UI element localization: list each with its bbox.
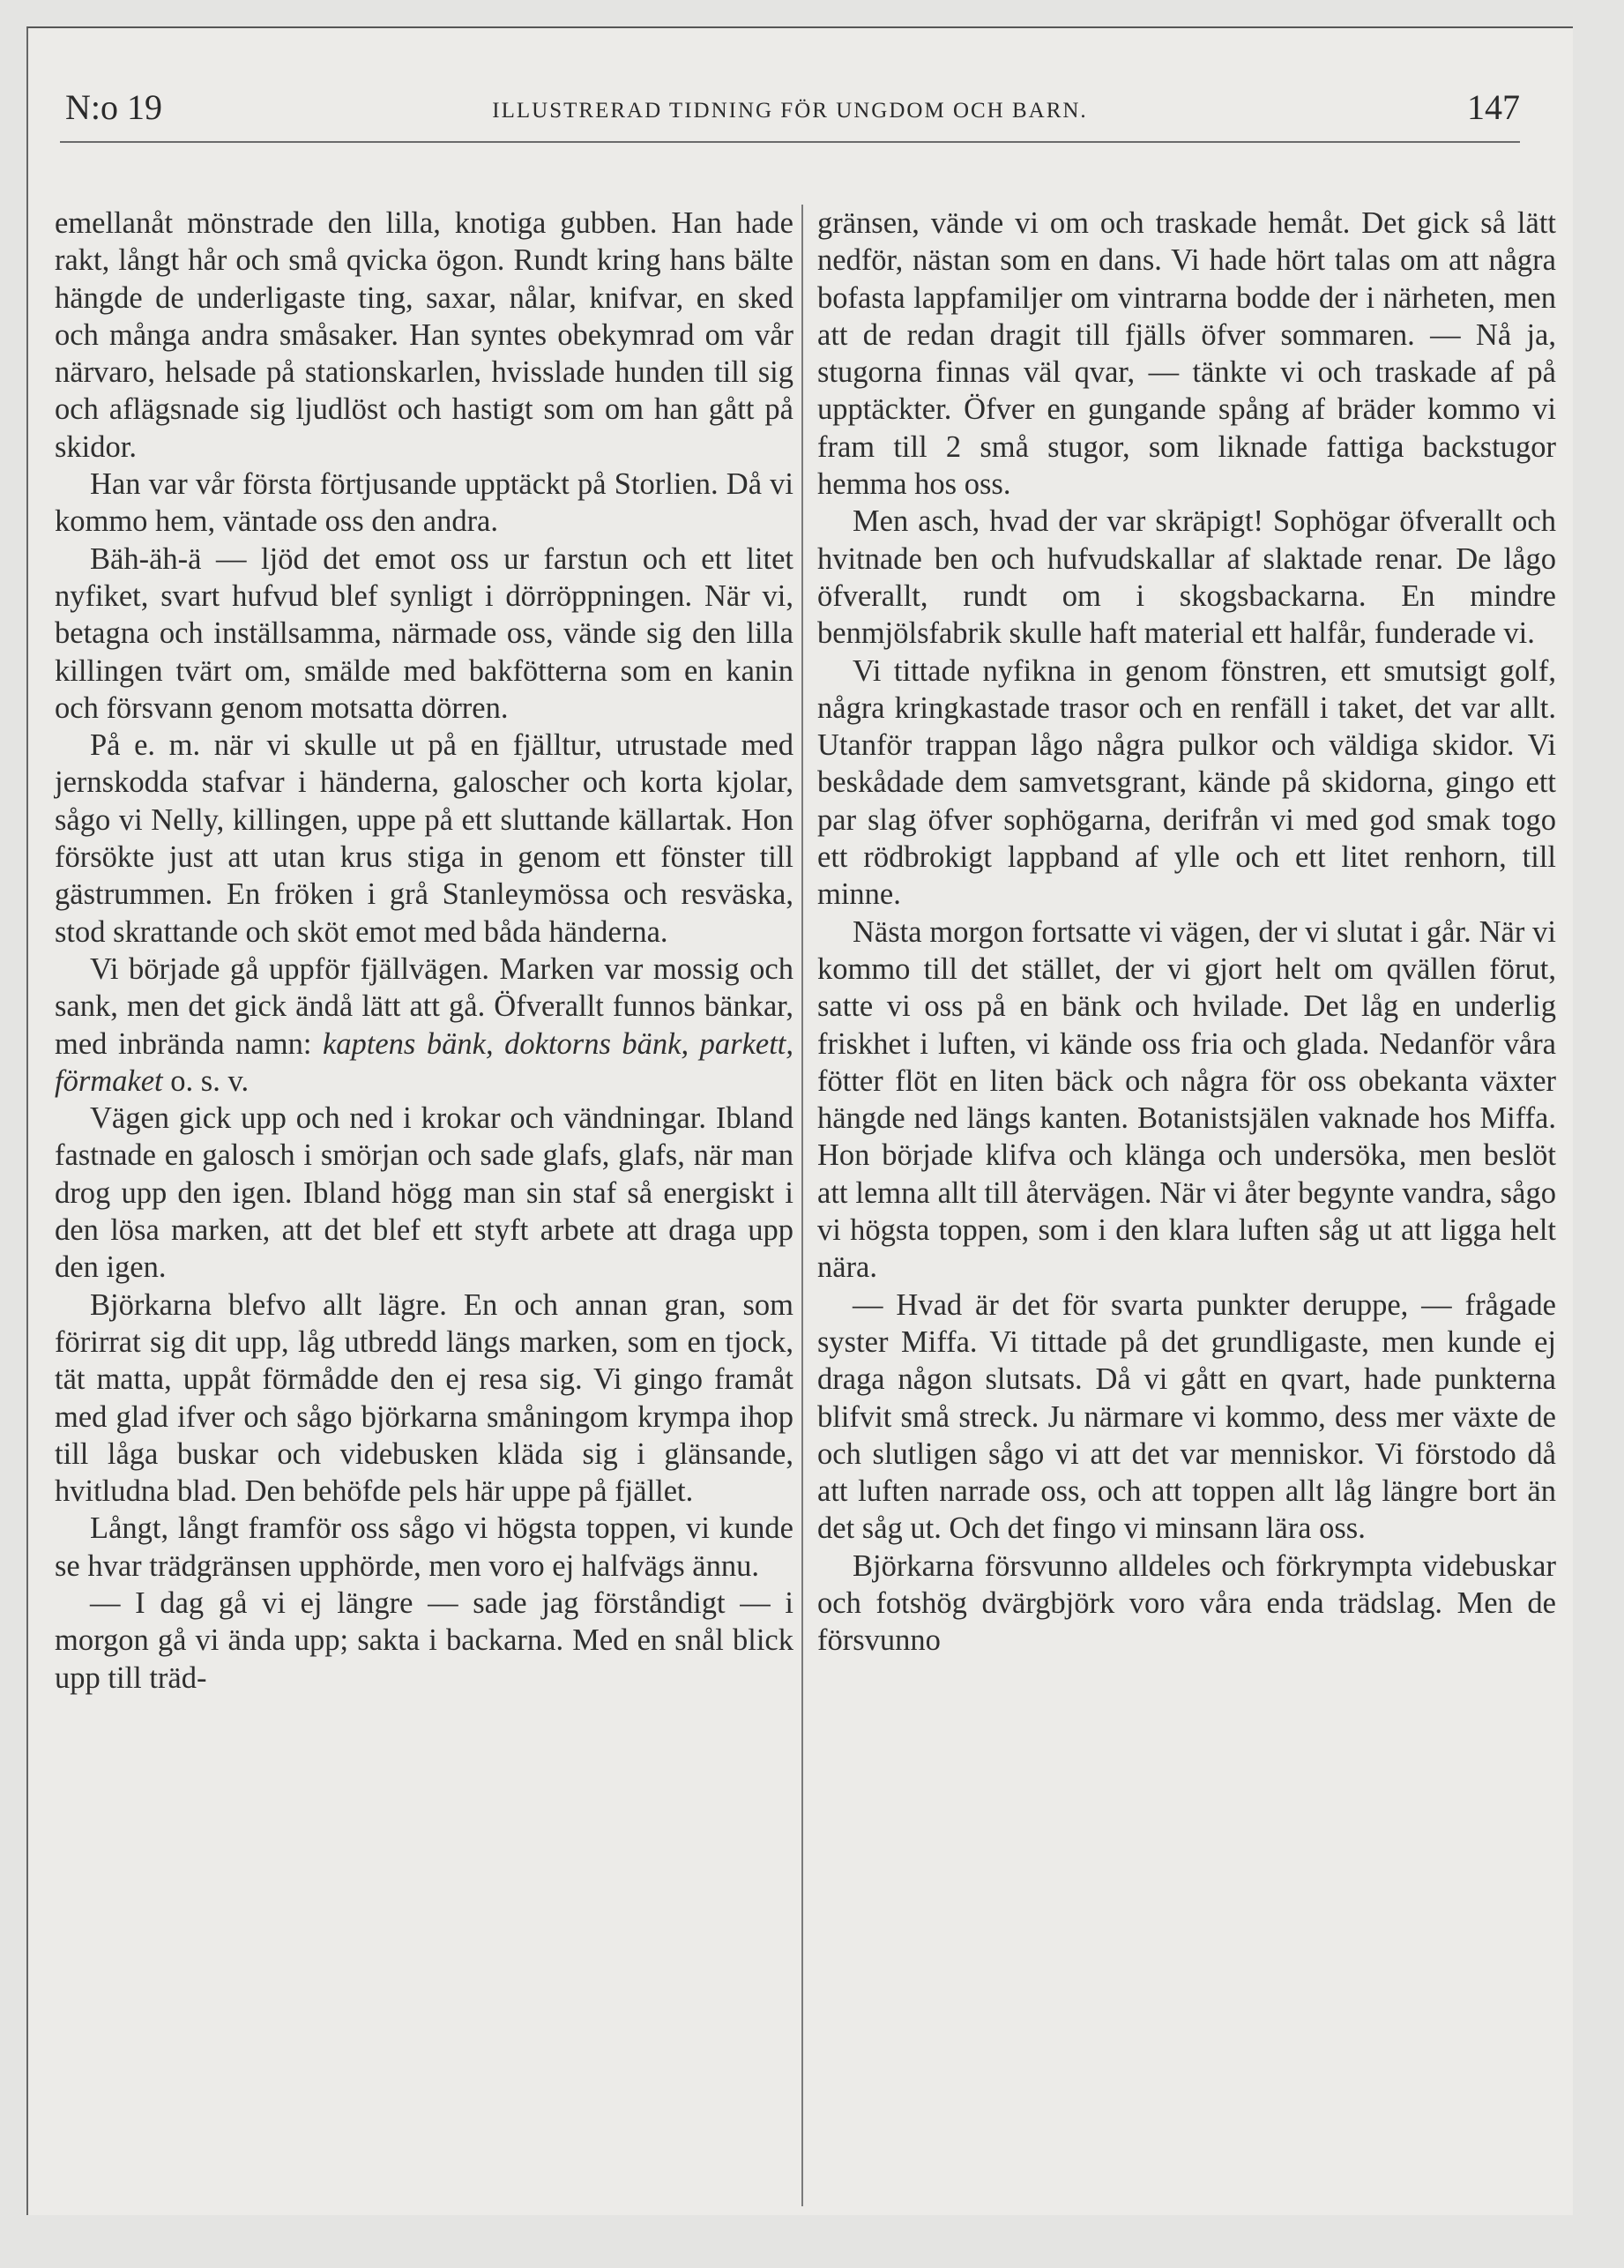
issue-number: N:o 19 bbox=[65, 87, 162, 127]
page-header bbox=[60, 62, 1520, 132]
paragraph: emellanåt mönstrade den lilla, knotiga gubben. Han hade rakt, långt hår och små qvicka ögon. Rundt kring hans bälte hängde de underligaste ting, saxar, nålar, knifvar, en sked och många andra småsaker. Han syntes obekymrad om vår närvaro, helsade på stationskarlen, hvisslade hunden till sig och aflägsnade sig ljudlöst och hastigt som om han gått på skidor. bbox=[55, 206, 793, 464]
paragraph: Bäh-äh-ä — ljöd det emot oss ur farstun och ett litet nyfiket, svart hufvud blef synligt i dörröppningen. När vi, betagna och inställsamma, närmade oss, vände sig den lilla killingen tvärt om, smälde med bakfötterna som en kanin och försvann genom motsatta dörren. bbox=[55, 541, 793, 725]
paragraph-text: Vi började gå uppför fjällvägen. Marken var mossig och sank, men det gick ändå lätt att gå. Öfverallt funnos bänkar, med inbrända namn: bbox=[55, 951, 793, 1061]
paragraph: — I dag gå vi ej längre — sade jag förståndigt — i morgon gå vi ända upp; sakta i backarna. Med en snål blick upp till träd- bbox=[55, 1585, 793, 1695]
paragraph: — Hvad är det för svarta punkter deruppe, — frågade syster Miffa. Vi tittade på det grundligaste, men kunde ej draga någon slutsats. Då vi gått en qvart, hade punkterna blifvit små streck. Ju närmare vi kommo, dess mer växte de och slutligen sågo vi att det var menniskor. Vi förstodo då att luften narrade oss, och att toppen allt låg längre bort än det såg ut. Och det fingo vi minsann lära oss. bbox=[817, 1287, 1556, 1546]
right-column bbox=[817, 205, 1556, 1660]
paragraph: Björkarna blefvo allt lägre. En och annan gran, som förirrat sig dit upp, låg utbredd längs marken, som en tjock, tät matta, uppåt förmådde den ej resa sig. Vi gingo framåt med glad ifver och sågo björkarna småningom krympa ihop till låga buskar och videbusken kläda sig i glänsande, hvitludna blad. Den behöfde pels här uppe på fjället. bbox=[55, 1287, 793, 1509]
paragraph: Vi tittade nyfikna in genom fönstren, ett smutsigt golf, några kringkastade trasor och en renfäll i taket, det var allt. Utanför trappan lågo några pulkor och väldiga skidor. Vi beskådade dem samvetsgrant, kände på skidorna, gingo ett par slag öfver sophögarna, derifrån vi med god smak togo ett rödbrokigt lappband af ylle och ett litet renhorn, till minne. bbox=[817, 653, 1556, 912]
paragraph: Långt, långt framför oss sågo vi högsta toppen, vi kunde se hvar trädgränsen upphörde, men voro ej halfvägs ännu. bbox=[55, 1511, 793, 1583]
paragraph: På e. m. när vi skulle ut på en fjälltur, utrustade med jernskodda stafvar i händerna, galoscher och korta kjolar, sågo vi Nelly, killingen, uppe på ett sluttande källartak. Hon försökte just att utan krus stiga in genom ett fönster till gästrummen. En fröken i grå Stanleymössa och resväska, stod skrattande och sköt emot med båda händerna. bbox=[55, 728, 793, 949]
paragraph: Nästa morgon fortsatte vi vägen, der vi slutat i går. När vi kommo till det stället, der vi gjort helt om qvällen förut, satte vi oss på en bänk och hvilade. Det låg en underlig friskhet i luften, vi kände oss fria och glada. Nedanför våra fötter flöt en liten bäck och några för oss obekanta växter hängde ned längs kanten. Botanistsjälen vaknade hos Miffa. Hon började klifva och klänga och undersöka, men beslöt att lemna allt till återvägen. När vi åter begynte vandra, sågo vi högsta toppen, som i den klara luften såg ut att ligga helt nära. bbox=[817, 914, 1556, 1285]
publication-title: ILLUSTRERAD TIDNING FÖR UNGDOM OCH BARN. bbox=[492, 99, 1088, 123]
bench-names-italic: kaptens bänk, doktorns bänk, parkett, förmaket bbox=[55, 1026, 793, 1098]
paragraph: Han var vår första förtjusande upptäckt på Storlien. Då vi kommo hem, väntade oss den andra. bbox=[55, 467, 793, 539]
paragraph: gränsen, vände vi om och traskade hemåt. Det gick så lätt nedför, nästan som en dans. Vi hade hört talas om att några bofasta lappfamiljer om vintrarna bodde der i närheten, men att de redan dragit till fjälls öfver sommaren. — Nå ja, stugorna finnas väl qvar, — tänkte vi och traskade af på upptäckter. Öfver en gungande spång af bräder kommo vi fram till 2 små stugor, som liknade fattiga backstugor hemma hos oss. bbox=[817, 206, 1556, 502]
paragraph-text: o. s. v. bbox=[170, 1063, 250, 1098]
newspaper-page bbox=[26, 26, 1573, 2215]
header-rule bbox=[60, 141, 1520, 143]
paragraph bbox=[55, 951, 793, 1100]
page-number: 147 bbox=[1467, 87, 1520, 127]
paragraph: Men asch, hvad der var skräpigt! Sophögar öfverallt och hvitnade ben och hufvudskallar af slaktade renar. De lågo öfverallt, rundt om i skogsbackarna. En mindre benmjölsfabrik skulle haft material ett halfår, funderade vi. bbox=[817, 504, 1556, 651]
left-column bbox=[55, 205, 793, 1697]
column-divider bbox=[801, 205, 803, 2206]
paragraph: Björkarna försvunno alldeles och förkrympta videbuskar och fotshög dvärgbjörk voro våra enda trädslag. Men de försvunno bbox=[817, 1548, 1556, 1658]
paragraph: Vägen gick upp och ned i krokar och vändningar. Ibland fastnade en galosch i smörjan och sade glafs, glafs, när man drog upp den igen. Ibland högg man sin staf så energiskt i den lösa marken, att det blef ett styft arbete att draga upp den igen. bbox=[55, 1101, 793, 1285]
